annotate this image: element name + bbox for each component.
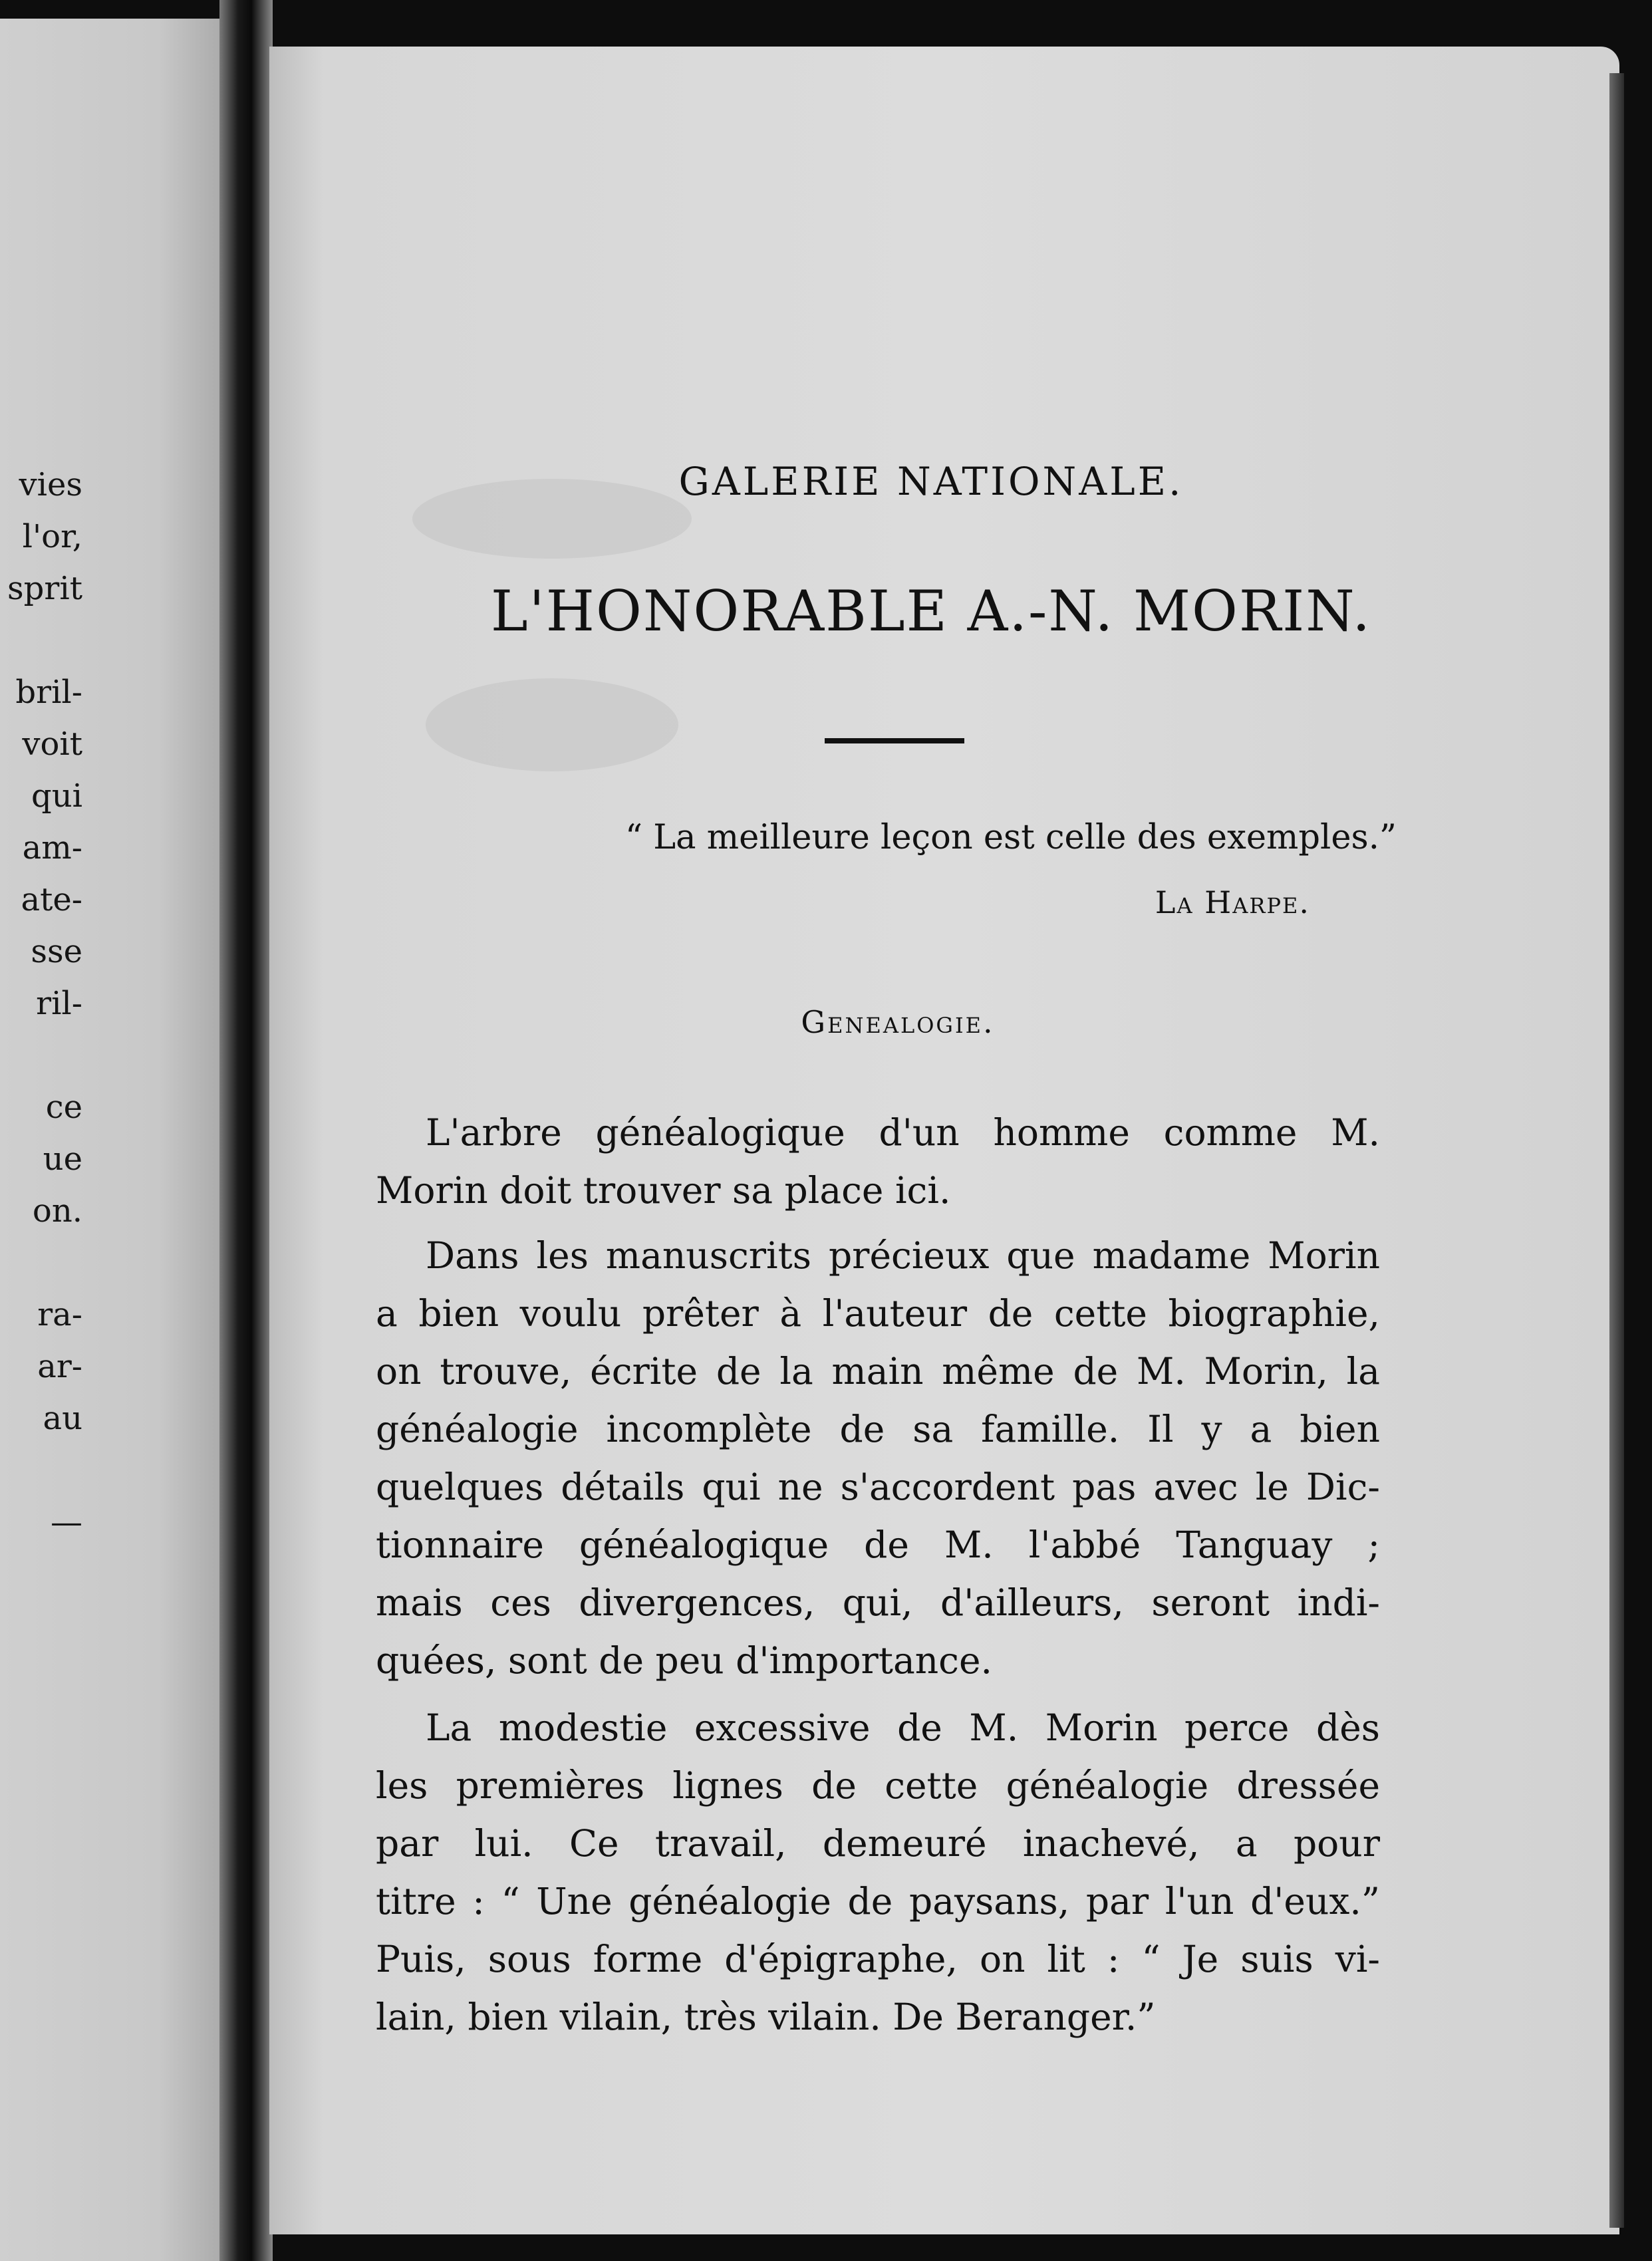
text-line: tionnaire généalogique de M. l'abbé Tanguay ; (376, 1524, 1380, 1566)
text-line: quées, sont de peu d'importance. (376, 1639, 992, 1682)
text-line: on trouve, écrite de la main même de M. Morin, la (376, 1350, 1380, 1393)
gallery-heading: GALERIE NATIONALE. (678, 459, 1184, 504)
left-fragment: bril- (15, 674, 82, 711)
epigraph-attribution: La Harpe. (1155, 884, 1310, 920)
text-line: Puis, sous forme d'épigraphe, on lit : “ Je suis vi- (376, 1938, 1380, 1980)
left-fragment (3, 1029, 82, 1081)
left-fragment (3, 1237, 82, 1289)
left-fragment: ate- (21, 881, 82, 918)
page-title: L'HONORABLE A.-N. MORIN. (490, 579, 1372, 644)
left-fragment (3, 1444, 82, 1496)
page-edge-shadow (1609, 73, 1624, 2228)
left-fragment: ue (43, 1140, 82, 1178)
paragraph (376, 1227, 1380, 1690)
text-line: lain, bien vilain, très vilain. De Beranger.” (376, 1996, 1156, 2038)
page-stain (426, 678, 678, 771)
left-fragment: on. (32, 1192, 82, 1230)
left-fragment: ril- (36, 985, 82, 1022)
left-fragment: — (51, 1504, 82, 1541)
left-fragment: vies (19, 466, 82, 503)
epigraph-quote: “ La meilleure leçon est celle des exemples.” (625, 818, 1397, 857)
left-fragment: au (43, 1400, 82, 1437)
left-page-text-fragments (3, 459, 82, 1548)
book-gutter (219, 0, 273, 2261)
text-line: par lui. Ce travail, demeuré inachevé, a pour (376, 1822, 1380, 1865)
text-line: La modestie excessive de M. Morin perce dès (426, 1706, 1380, 1749)
left-fragment: l'or, (22, 518, 82, 555)
section-title: Genealogie. (801, 1004, 995, 1040)
left-fragment: sprit (7, 570, 82, 607)
text-line: L'arbre généalogique d'un homme comme M. (426, 1111, 1380, 1154)
text-line: a bien voulu prêter à l'auteur de cette biographie, (376, 1292, 1380, 1335)
title-rule (825, 738, 964, 743)
paragraph (376, 1699, 1380, 2046)
left-fragment: am- (22, 829, 82, 866)
text-line: quelques détails qui ne s'accordent pas avec le Dic- (376, 1466, 1380, 1508)
text-line: Dans les manuscrits précieux que madame Morin (426, 1234, 1380, 1277)
text-line: Morin doit trouver sa place ici. (376, 1169, 951, 1212)
text-line: mais ces divergences, qui, d'ailleurs, seront indi- (376, 1581, 1380, 1624)
text-line: titre : “ Une généalogie de paysans, par l'un d'eux.” (376, 1880, 1380, 1923)
left-fragment: ar- (37, 1348, 82, 1385)
text-line: les premières lignes de cette généalogie dressée (376, 1764, 1380, 1807)
left-fragment: ra- (37, 1296, 82, 1333)
text-line: généalogie incomplète de sa famille. Il y a bien (376, 1408, 1380, 1450)
left-fragment: ce (45, 1089, 82, 1126)
left-fragment (3, 614, 82, 666)
left-fragment: voit (22, 726, 82, 763)
left-fragment: qui (31, 777, 82, 815)
paragraph (376, 1104, 1380, 1220)
left-fragment: sse (31, 933, 82, 970)
